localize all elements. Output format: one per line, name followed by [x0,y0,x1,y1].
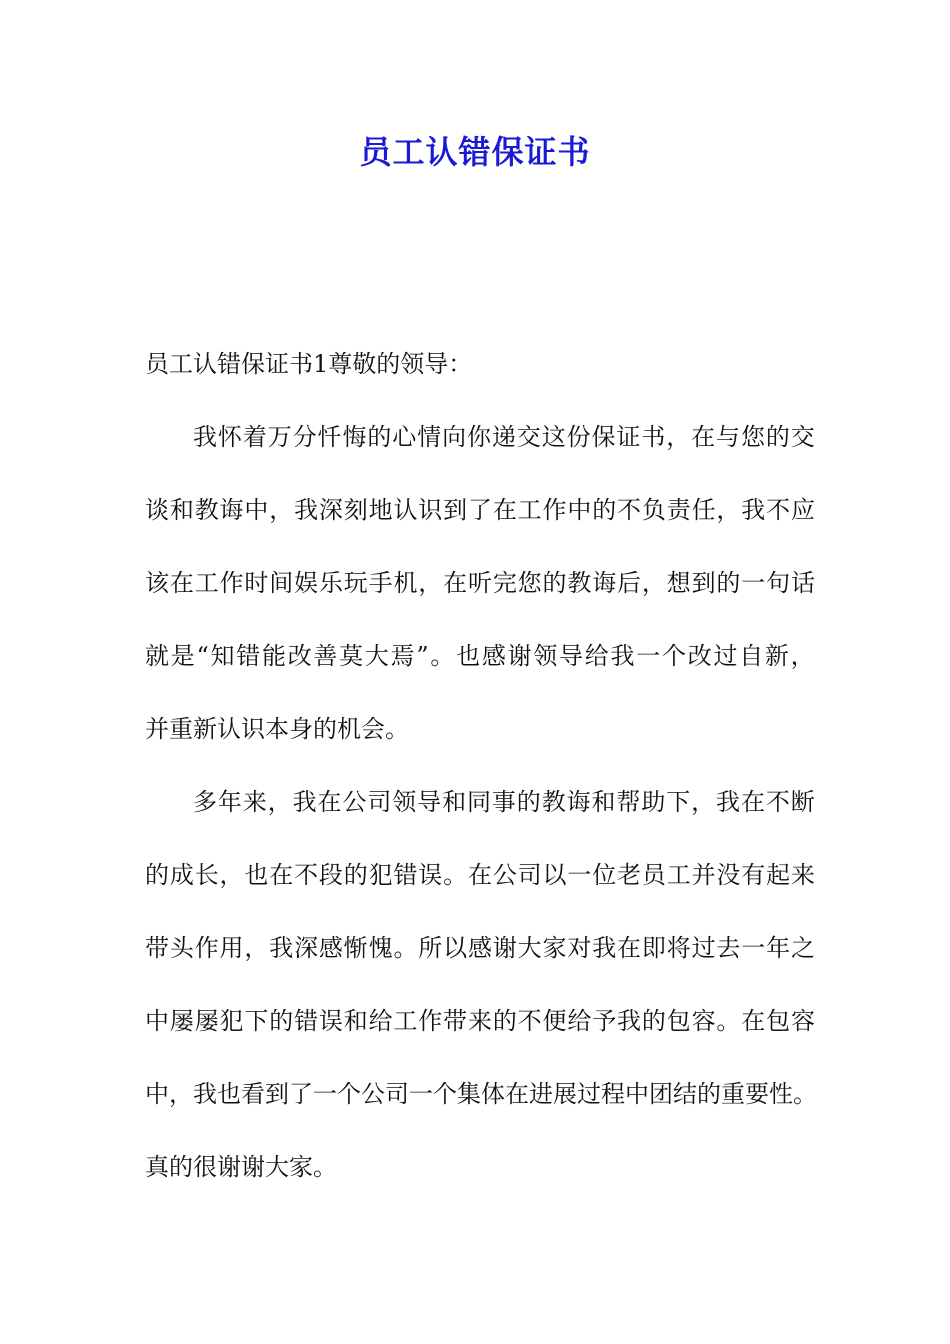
paragraph-line: 就 是 “ 知 错 能 改 善 莫 大 焉 ” 。 也 感 谢 领 导 给 我 一 个 改 过 自 新 ， [145,642,815,670]
paragraph-line: 中 屡 屡 犯 下 的 错 误 和 给 工 作 带 来 的 不 便 给 予 我 的 包 容 。 在 包 容 [145,1007,815,1035]
paragraph-line: 中 ， 我 也 看 到 了 一 个 公 司 一 个 集 体 在 进 展 过 程 中 团 结 的 重 要 性 。 [145,1080,817,1108]
paragraph-line: 的 成 长 ， 也 在 不 段 的 犯 错 误 。 在 公 司 以 一 位 老 员 工 并 没 有 起 来 [145,861,815,889]
paragraph-line: 该 在 工 作 时 间 娱 乐 玩 手 机 ， 在 听 完 您 的 教 诲 后 ， 想 到 的 一 句 话 [145,569,815,597]
paragraph-line: 多 年 来 ， 我 在 公 司 领 导 和 同 事 的 教 诲 和 帮 助 下 ， 我 在 不 断 [193,788,815,816]
paragraph-line: 员工认错保证书1尊敬的领导： [145,350,473,378]
document-body [145,340,815,1216]
paragraph-line: 并重新认识本身的机会。 [145,715,409,743]
paragraph-line: 谈 和 教 诲 中 ， 我 深 刻 地 认 识 到 了 在 工 作 中 的 不 负 责 任 ， 我 不 应 [145,496,815,524]
document-title: 员工认错保证书 [359,133,591,171]
paragraph-line: 我 怀 着 万 分 忏 悔 的 心 情 向 你 递 交 这 份 保 证 书 ， 在 与 您 的 交 [193,423,815,451]
paragraph-line: 真的很谢谢大家。 [145,1153,337,1181]
paragraph-line: 带 头 作 用 ， 我 深 感 惭 愧 。 所 以 感 谢 大 家 对 我 在 即 将 过 去 一 年 之 [145,934,815,962]
